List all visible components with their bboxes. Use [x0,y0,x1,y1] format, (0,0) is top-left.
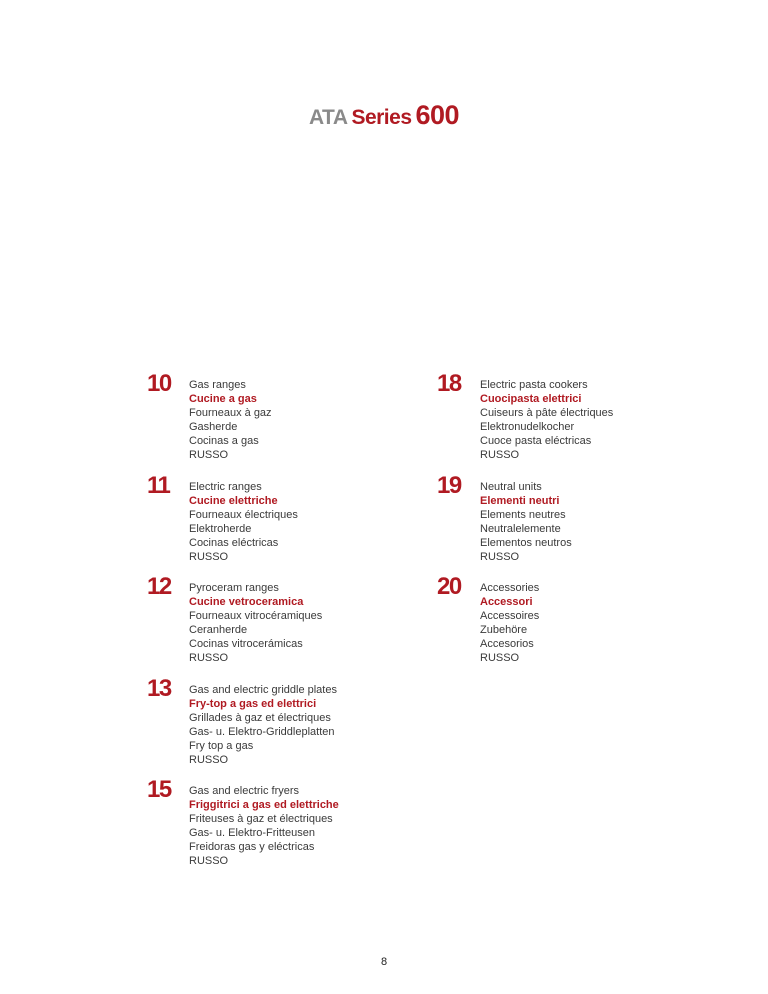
toc-page-number: 19 [437,472,461,499]
label-it: Cucine a gas [189,393,257,405]
label-fr: Friteuses à gaz et électriques [189,813,333,825]
label-ru: RUSSO [189,754,229,766]
label-de: Elektronudelkocher [480,421,575,433]
toc-page-number: 13 [147,675,171,702]
label-it: Elementi neutri [480,495,560,507]
label-ru: RUSSO [480,652,520,664]
label-en: Gas and electric griddle plates [189,684,337,696]
label-ru: RUSSO [189,449,229,461]
toc-page-number: 18 [437,370,461,397]
label-es: Fry top a gas [189,740,254,752]
label-en: Gas ranges [189,379,246,391]
label-es: Cocinas vitrocerámicas [189,638,303,650]
label-fr: Accessoires [480,610,540,622]
label-it: Friggitrici a gas ed elettriche [189,799,339,811]
label-es: Cuoce pasta eléctricas [480,435,592,447]
label-es: Elementos neutros [480,537,572,549]
label-ru: RUSSO [480,449,520,461]
label-fr: Cuiseurs à pâte électriques [480,407,614,419]
toc-page-number: 15 [147,776,171,803]
label-es: Cocinas a gas [189,435,259,447]
label-de: Ceranherde [189,624,248,636]
label-en: Pyroceram ranges [189,582,279,594]
toc-page-number: 10 [147,370,171,397]
label-ru: RUSSO [189,551,229,563]
label-fr: Fourneaux électriques [189,509,298,521]
title-brand: ATA [308,106,348,129]
label-it: Cucine elettriche [189,495,278,507]
label-de: Elektroherde [189,523,252,535]
title-series-number: 600 [415,100,460,130]
label-de: Gas- u. Elektro-Griddleplatten [189,726,335,738]
label-it: Cucine vetroceramica [189,596,304,608]
toc-page-number: 11 [147,472,170,499]
label-en: Electric pasta cookers [480,379,588,391]
label-es: Freidoras gas y eléctricas [189,841,315,853]
toc-page-number: 20 [437,573,461,600]
label-es: Cocinas eléctricas [189,537,279,549]
label-de: Gasherde [189,421,238,433]
label-en: Gas and electric fryers [189,785,300,797]
label-fr: Grillades à gaz et électriques [189,712,331,724]
label-fr: Fourneaux à gaz [189,407,272,419]
toc-page-number: 12 [147,573,171,600]
label-fr: Fourneaux vitrocéramiques [189,610,323,622]
title-series: Series [351,106,412,129]
label-fr: Elements neutres [480,509,566,521]
label-en: Neutral units [480,481,542,493]
page-number: 8 [380,956,388,968]
label-de: Zubehöre [480,624,528,636]
label-it: Cuocipasta elettrici [480,393,582,405]
label-ru: RUSSO [189,855,229,867]
label-it: Accessori [480,596,533,608]
label-ru: RUSSO [480,551,520,563]
label-ru: RUSSO [189,652,229,664]
label-es: Accesorios [480,638,534,650]
label-it: Fry-top a gas ed elettrici [189,698,317,710]
label-en: Accessories [480,582,540,594]
label-de: Gas- u. Elektro-Fritteusen [189,827,315,839]
label-en: Electric ranges [189,481,262,493]
label-de: Neutralelemente [480,523,561,535]
page-title [0,102,768,129]
